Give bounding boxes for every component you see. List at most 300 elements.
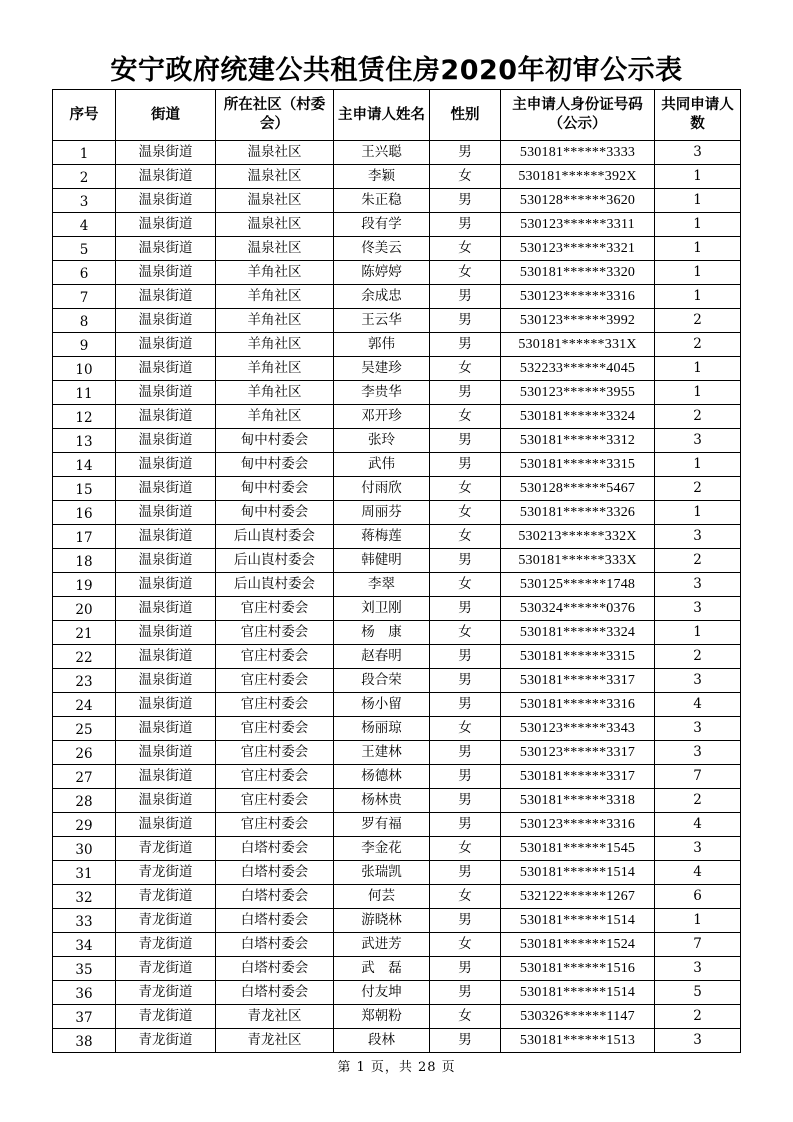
table-row — [53, 813, 741, 837]
cell-street: 温泉街道 — [116, 381, 216, 405]
cell-gender: 男 — [430, 309, 501, 333]
header-gender: 性别 — [430, 90, 501, 141]
cell-co-applicants: 1 — [655, 285, 741, 309]
cell-applicant-name: 杨德林 — [334, 765, 430, 789]
cell-gender: 女 — [430, 477, 501, 501]
table-row — [53, 1029, 741, 1053]
cell-gender: 女 — [430, 405, 501, 429]
cell-gender: 女 — [430, 933, 501, 957]
cell-gender: 男 — [430, 453, 501, 477]
cell-seq: 4 — [53, 213, 116, 237]
table-row — [53, 525, 741, 549]
cell-id-number: 530123******3955 — [501, 381, 655, 405]
cell-applicant-name: 武进芳 — [334, 933, 430, 957]
cell-community: 官庄村委会 — [216, 765, 334, 789]
table-row — [53, 357, 741, 381]
cell-applicant-name: 游晓林 — [334, 909, 430, 933]
cell-community: 后山崀村委会 — [216, 525, 334, 549]
cell-co-applicants: 2 — [655, 549, 741, 573]
cell-community: 青龙社区 — [216, 1029, 334, 1053]
cell-applicant-name: 杨 康 — [334, 621, 430, 645]
cell-community: 后山崀村委会 — [216, 549, 334, 573]
cell-applicant-name: 韩健明 — [334, 549, 430, 573]
cell-seq: 9 — [53, 333, 116, 357]
cell-id-number: 530181******3324 — [501, 405, 655, 429]
cell-gender: 女 — [430, 837, 501, 861]
cell-co-applicants: 1 — [655, 213, 741, 237]
table-row — [53, 477, 741, 501]
cell-gender: 女 — [430, 165, 501, 189]
cell-id-number: 530181******333X — [501, 549, 655, 573]
cell-gender: 男 — [430, 549, 501, 573]
cell-co-applicants: 7 — [655, 765, 741, 789]
cell-id-number: 530128******5467 — [501, 477, 655, 501]
cell-gender: 男 — [430, 861, 501, 885]
cell-street: 温泉街道 — [116, 213, 216, 237]
cell-community: 白塔村委会 — [216, 837, 334, 861]
table-header-row — [53, 90, 741, 141]
cell-street: 温泉街道 — [116, 477, 216, 501]
cell-seq: 35 — [53, 957, 116, 981]
cell-gender: 男 — [430, 285, 501, 309]
cell-gender: 女 — [430, 237, 501, 261]
cell-street: 温泉街道 — [116, 261, 216, 285]
cell-seq: 32 — [53, 885, 116, 909]
cell-applicant-name: 王建林 — [334, 741, 430, 765]
cell-co-applicants: 4 — [655, 861, 741, 885]
table-row — [53, 909, 741, 933]
cell-community: 羊角社区 — [216, 333, 334, 357]
table-row — [53, 1005, 741, 1029]
cell-co-applicants: 6 — [655, 885, 741, 909]
cell-applicant-name: 付雨欣 — [334, 477, 430, 501]
table-row — [53, 717, 741, 741]
table-row — [53, 309, 741, 333]
cell-applicant-name: 杨丽琼 — [334, 717, 430, 741]
cell-community: 官庄村委会 — [216, 813, 334, 837]
table-row — [53, 453, 741, 477]
cell-id-number: 530125******1748 — [501, 573, 655, 597]
cell-applicant-name: 张玲 — [334, 429, 430, 453]
cell-seq: 2 — [53, 165, 116, 189]
table-row — [53, 837, 741, 861]
cell-id-number: 530181******3324 — [501, 621, 655, 645]
cell-gender: 男 — [430, 429, 501, 453]
cell-seq: 16 — [53, 501, 116, 525]
cell-community: 温泉社区 — [216, 165, 334, 189]
cell-community: 甸中村委会 — [216, 477, 334, 501]
cell-id-number: 530123******3343 — [501, 717, 655, 741]
cell-gender: 男 — [430, 741, 501, 765]
cell-seq: 38 — [53, 1029, 116, 1053]
cell-gender: 男 — [430, 813, 501, 837]
cell-street: 温泉街道 — [116, 693, 216, 717]
cell-id-number: 530181******3318 — [501, 789, 655, 813]
cell-id-number: 530181******331X — [501, 333, 655, 357]
cell-applicant-name: 佟美云 — [334, 237, 430, 261]
page-title: 安宁政府统建公共租赁住房2020年初审公示表 — [110, 55, 683, 86]
cell-seq: 25 — [53, 717, 116, 741]
table-row — [53, 669, 741, 693]
cell-street: 温泉街道 — [116, 525, 216, 549]
cell-id-number: 530181******1545 — [501, 837, 655, 861]
cell-co-applicants: 7 — [655, 933, 741, 957]
cell-community: 白塔村委会 — [216, 981, 334, 1005]
table-row — [53, 405, 741, 429]
cell-gender: 男 — [430, 957, 501, 981]
cell-gender: 男 — [430, 381, 501, 405]
cell-street: 青龙街道 — [116, 933, 216, 957]
cell-gender: 女 — [430, 717, 501, 741]
cell-seq: 30 — [53, 837, 116, 861]
cell-id-number: 532122******1267 — [501, 885, 655, 909]
cell-applicant-name: 朱正稳 — [334, 189, 430, 213]
cell-gender: 女 — [430, 261, 501, 285]
header-co-applicants: 共同申请人数 — [655, 90, 741, 141]
cell-applicant-name: 王云华 — [334, 309, 430, 333]
table-row — [53, 213, 741, 237]
cell-id-number: 530181******3326 — [501, 501, 655, 525]
cell-gender: 男 — [430, 333, 501, 357]
cell-street: 温泉街道 — [116, 789, 216, 813]
cell-co-applicants: 3 — [655, 957, 741, 981]
cell-seq: 28 — [53, 789, 116, 813]
cell-applicant-name: 段合荣 — [334, 669, 430, 693]
cell-seq: 11 — [53, 381, 116, 405]
cell-id-number: 530123******3321 — [501, 237, 655, 261]
cell-co-applicants: 2 — [655, 333, 741, 357]
cell-applicant-name: 付友坤 — [334, 981, 430, 1005]
cell-street: 温泉街道 — [116, 309, 216, 333]
cell-id-number: 530181******3317 — [501, 765, 655, 789]
cell-gender: 男 — [430, 765, 501, 789]
table-row — [53, 645, 741, 669]
cell-gender: 女 — [430, 501, 501, 525]
cell-applicant-name: 周丽芬 — [334, 501, 430, 525]
cell-street: 温泉街道 — [116, 453, 216, 477]
table-row — [53, 981, 741, 1005]
cell-community: 官庄村委会 — [216, 645, 334, 669]
cell-seq: 1 — [53, 141, 116, 165]
cell-co-applicants: 2 — [655, 789, 741, 813]
cell-applicant-name: 武伟 — [334, 453, 430, 477]
cell-id-number: 530181******3317 — [501, 669, 655, 693]
cell-community: 官庄村委会 — [216, 717, 334, 741]
cell-id-number: 530123******3316 — [501, 285, 655, 309]
cell-community: 白塔村委会 — [216, 861, 334, 885]
cell-seq: 22 — [53, 645, 116, 669]
cell-community: 羊角社区 — [216, 309, 334, 333]
cell-applicant-name: 陈婷婷 — [334, 261, 430, 285]
cell-co-applicants: 3 — [655, 573, 741, 597]
cell-id-number: 530181******3333 — [501, 141, 655, 165]
cell-street: 温泉街道 — [116, 165, 216, 189]
cell-co-applicants: 2 — [655, 645, 741, 669]
cell-applicant-name: 郑朝粉 — [334, 1005, 430, 1029]
cell-applicant-name: 赵春明 — [334, 645, 430, 669]
cell-co-applicants: 2 — [655, 477, 741, 501]
cell-community: 官庄村委会 — [216, 693, 334, 717]
table-row — [53, 261, 741, 285]
table-body — [53, 141, 741, 1053]
cell-applicant-name: 刘卫刚 — [334, 597, 430, 621]
cell-applicant-name: 余成忠 — [334, 285, 430, 309]
cell-community: 官庄村委会 — [216, 789, 334, 813]
cell-gender: 女 — [430, 573, 501, 597]
cell-gender: 男 — [430, 645, 501, 669]
cell-co-applicants: 3 — [655, 597, 741, 621]
cell-community: 青龙社区 — [216, 1005, 334, 1029]
cell-street: 温泉街道 — [116, 141, 216, 165]
cell-street: 温泉街道 — [116, 237, 216, 261]
cell-id-number: 530128******3620 — [501, 189, 655, 213]
cell-street: 温泉街道 — [116, 285, 216, 309]
cell-id-number: 530181******3316 — [501, 693, 655, 717]
cell-id-number: 530181******3315 — [501, 453, 655, 477]
cell-seq: 23 — [53, 669, 116, 693]
cell-id-number: 530123******3317 — [501, 741, 655, 765]
header-id-number: 主申请人身份证号码（公示） — [501, 90, 655, 141]
cell-seq: 33 — [53, 909, 116, 933]
cell-co-applicants: 4 — [655, 813, 741, 837]
table-row — [53, 957, 741, 981]
cell-id-number: 530213******332X — [501, 525, 655, 549]
cell-co-applicants: 3 — [655, 741, 741, 765]
cell-id-number: 530181******3312 — [501, 429, 655, 453]
cell-community: 甸中村委会 — [216, 501, 334, 525]
cell-applicant-name: 段林 — [334, 1029, 430, 1053]
cell-street: 青龙街道 — [116, 981, 216, 1005]
cell-community: 官庄村委会 — [216, 621, 334, 645]
cell-co-applicants: 1 — [655, 909, 741, 933]
cell-community: 羊角社区 — [216, 261, 334, 285]
cell-street: 温泉街道 — [116, 405, 216, 429]
cell-co-applicants: 1 — [655, 165, 741, 189]
table-row — [53, 285, 741, 309]
cell-gender: 男 — [430, 1029, 501, 1053]
cell-id-number: 530181******1524 — [501, 933, 655, 957]
cell-street: 温泉街道 — [116, 765, 216, 789]
cell-id-number: 530181******1516 — [501, 957, 655, 981]
table-row — [53, 501, 741, 525]
cell-id-number: 530181******1513 — [501, 1029, 655, 1053]
cell-applicant-name: 李颖 — [334, 165, 430, 189]
cell-community: 羊角社区 — [216, 405, 334, 429]
cell-community: 后山崀村委会 — [216, 573, 334, 597]
cell-street: 青龙街道 — [116, 837, 216, 861]
cell-street: 温泉街道 — [116, 669, 216, 693]
table-row — [53, 861, 741, 885]
cell-applicant-name: 武 磊 — [334, 957, 430, 981]
cell-applicant-name: 邓开珍 — [334, 405, 430, 429]
cell-applicant-name: 罗有福 — [334, 813, 430, 837]
cell-co-applicants: 5 — [655, 981, 741, 1005]
cell-applicant-name: 李贵华 — [334, 381, 430, 405]
cell-seq: 8 — [53, 309, 116, 333]
cell-community: 官庄村委会 — [216, 597, 334, 621]
cell-community: 羊角社区 — [216, 357, 334, 381]
cell-community: 温泉社区 — [216, 213, 334, 237]
cell-community: 甸中村委会 — [216, 453, 334, 477]
cell-gender: 女 — [430, 525, 501, 549]
cell-id-number: 530181******1514 — [501, 909, 655, 933]
cell-co-applicants: 3 — [655, 141, 741, 165]
cell-street: 温泉街道 — [116, 501, 216, 525]
cell-seq: 17 — [53, 525, 116, 549]
cell-seq: 36 — [53, 981, 116, 1005]
cell-gender: 男 — [430, 213, 501, 237]
cell-id-number: 530123******3311 — [501, 213, 655, 237]
cell-street: 温泉街道 — [116, 645, 216, 669]
cell-co-applicants: 1 — [655, 237, 741, 261]
cell-street: 青龙街道 — [116, 1029, 216, 1053]
cell-id-number: 530324******0376 — [501, 597, 655, 621]
cell-seq: 20 — [53, 597, 116, 621]
table-row — [53, 429, 741, 453]
cell-street: 温泉街道 — [116, 429, 216, 453]
cell-seq: 7 — [53, 285, 116, 309]
cell-co-applicants: 1 — [655, 453, 741, 477]
cell-seq: 10 — [53, 357, 116, 381]
cell-community: 白塔村委会 — [216, 957, 334, 981]
cell-co-applicants: 3 — [655, 525, 741, 549]
cell-community: 羊角社区 — [216, 381, 334, 405]
cell-co-applicants: 3 — [655, 837, 741, 861]
cell-co-applicants: 1 — [655, 501, 741, 525]
cell-street: 温泉街道 — [116, 189, 216, 213]
cell-community: 官庄村委会 — [216, 741, 334, 765]
cell-seq: 21 — [53, 621, 116, 645]
cell-street: 温泉街道 — [116, 573, 216, 597]
cell-seq: 5 — [53, 237, 116, 261]
table-row — [53, 333, 741, 357]
cell-id-number: 530181******1514 — [501, 861, 655, 885]
cell-id-number: 530181******3320 — [501, 261, 655, 285]
table-row — [53, 165, 741, 189]
cell-co-applicants: 2 — [655, 1005, 741, 1029]
header-seq: 序号 — [53, 90, 116, 141]
cell-applicant-name: 吴建珍 — [334, 357, 430, 381]
cell-street: 青龙街道 — [116, 1005, 216, 1029]
cell-street: 温泉街道 — [116, 813, 216, 837]
cell-street: 温泉街道 — [116, 597, 216, 621]
cell-seq: 14 — [53, 453, 116, 477]
table-row — [53, 189, 741, 213]
cell-co-applicants: 3 — [655, 717, 741, 741]
cell-id-number: 530181******1514 — [501, 981, 655, 1005]
cell-street: 温泉街道 — [116, 357, 216, 381]
cell-community: 甸中村委会 — [216, 429, 334, 453]
cell-co-applicants: 3 — [655, 429, 741, 453]
cell-gender: 女 — [430, 1005, 501, 1029]
cell-applicant-name: 郭伟 — [334, 333, 430, 357]
cell-street: 温泉街道 — [116, 549, 216, 573]
header-community: 所在社区（村委会） — [216, 90, 334, 141]
cell-street: 温泉街道 — [116, 717, 216, 741]
cell-community: 官庄村委会 — [216, 669, 334, 693]
table-row — [53, 573, 741, 597]
table-row — [53, 381, 741, 405]
table-row — [53, 741, 741, 765]
cell-seq: 27 — [53, 765, 116, 789]
cell-seq: 6 — [53, 261, 116, 285]
table-row — [53, 141, 741, 165]
cell-gender: 男 — [430, 141, 501, 165]
cell-seq: 18 — [53, 549, 116, 573]
cell-co-applicants: 1 — [655, 621, 741, 645]
table-row — [53, 933, 741, 957]
cell-seq: 31 — [53, 861, 116, 885]
table-row — [53, 885, 741, 909]
cell-id-number: 530181******3315 — [501, 645, 655, 669]
applicant-table — [52, 89, 741, 1053]
table-row — [53, 789, 741, 813]
cell-community: 羊角社区 — [216, 285, 334, 309]
cell-applicant-name: 张瑞凯 — [334, 861, 430, 885]
cell-co-applicants: 2 — [655, 309, 741, 333]
cell-id-number: 530123******3316 — [501, 813, 655, 837]
cell-co-applicants: 1 — [655, 189, 741, 213]
cell-applicant-name: 杨林贵 — [334, 789, 430, 813]
cell-co-applicants: 1 — [655, 261, 741, 285]
cell-seq: 37 — [53, 1005, 116, 1029]
table-row — [53, 765, 741, 789]
cell-applicant-name: 蒋梅莲 — [334, 525, 430, 549]
cell-id-number: 532233******4045 — [501, 357, 655, 381]
header-street: 街道 — [116, 90, 216, 141]
cell-gender: 男 — [430, 693, 501, 717]
cell-applicant-name: 杨小留 — [334, 693, 430, 717]
cell-gender: 男 — [430, 789, 501, 813]
cell-co-applicants: 1 — [655, 357, 741, 381]
cell-applicant-name: 李金花 — [334, 837, 430, 861]
cell-street: 温泉街道 — [116, 621, 216, 645]
cell-seq: 24 — [53, 693, 116, 717]
cell-gender: 男 — [430, 981, 501, 1005]
cell-gender: 男 — [430, 669, 501, 693]
cell-co-applicants: 3 — [655, 1029, 741, 1053]
cell-street: 青龙街道 — [116, 909, 216, 933]
cell-gender: 男 — [430, 189, 501, 213]
cell-gender: 男 — [430, 597, 501, 621]
cell-street: 青龙街道 — [116, 861, 216, 885]
cell-seq: 29 — [53, 813, 116, 837]
table-row — [53, 693, 741, 717]
cell-applicant-name: 何芸 — [334, 885, 430, 909]
table-row — [53, 621, 741, 645]
cell-community: 温泉社区 — [216, 237, 334, 261]
cell-co-applicants: 2 — [655, 405, 741, 429]
cell-gender: 女 — [430, 357, 501, 381]
cell-applicant-name: 王兴聪 — [334, 141, 430, 165]
cell-seq: 12 — [53, 405, 116, 429]
cell-community: 温泉社区 — [216, 141, 334, 165]
cell-seq: 19 — [53, 573, 116, 597]
cell-id-number: 530123******3992 — [501, 309, 655, 333]
cell-co-applicants: 3 — [655, 669, 741, 693]
cell-co-applicants: 1 — [655, 381, 741, 405]
cell-seq: 13 — [53, 429, 116, 453]
table-row — [53, 237, 741, 261]
cell-seq: 26 — [53, 741, 116, 765]
cell-applicant-name: 段有学 — [334, 213, 430, 237]
table-row — [53, 597, 741, 621]
cell-community: 白塔村委会 — [216, 933, 334, 957]
cell-gender: 男 — [430, 909, 501, 933]
cell-community: 温泉社区 — [216, 189, 334, 213]
header-applicant-name: 主申请人姓名 — [334, 90, 430, 141]
table-row — [53, 549, 741, 573]
